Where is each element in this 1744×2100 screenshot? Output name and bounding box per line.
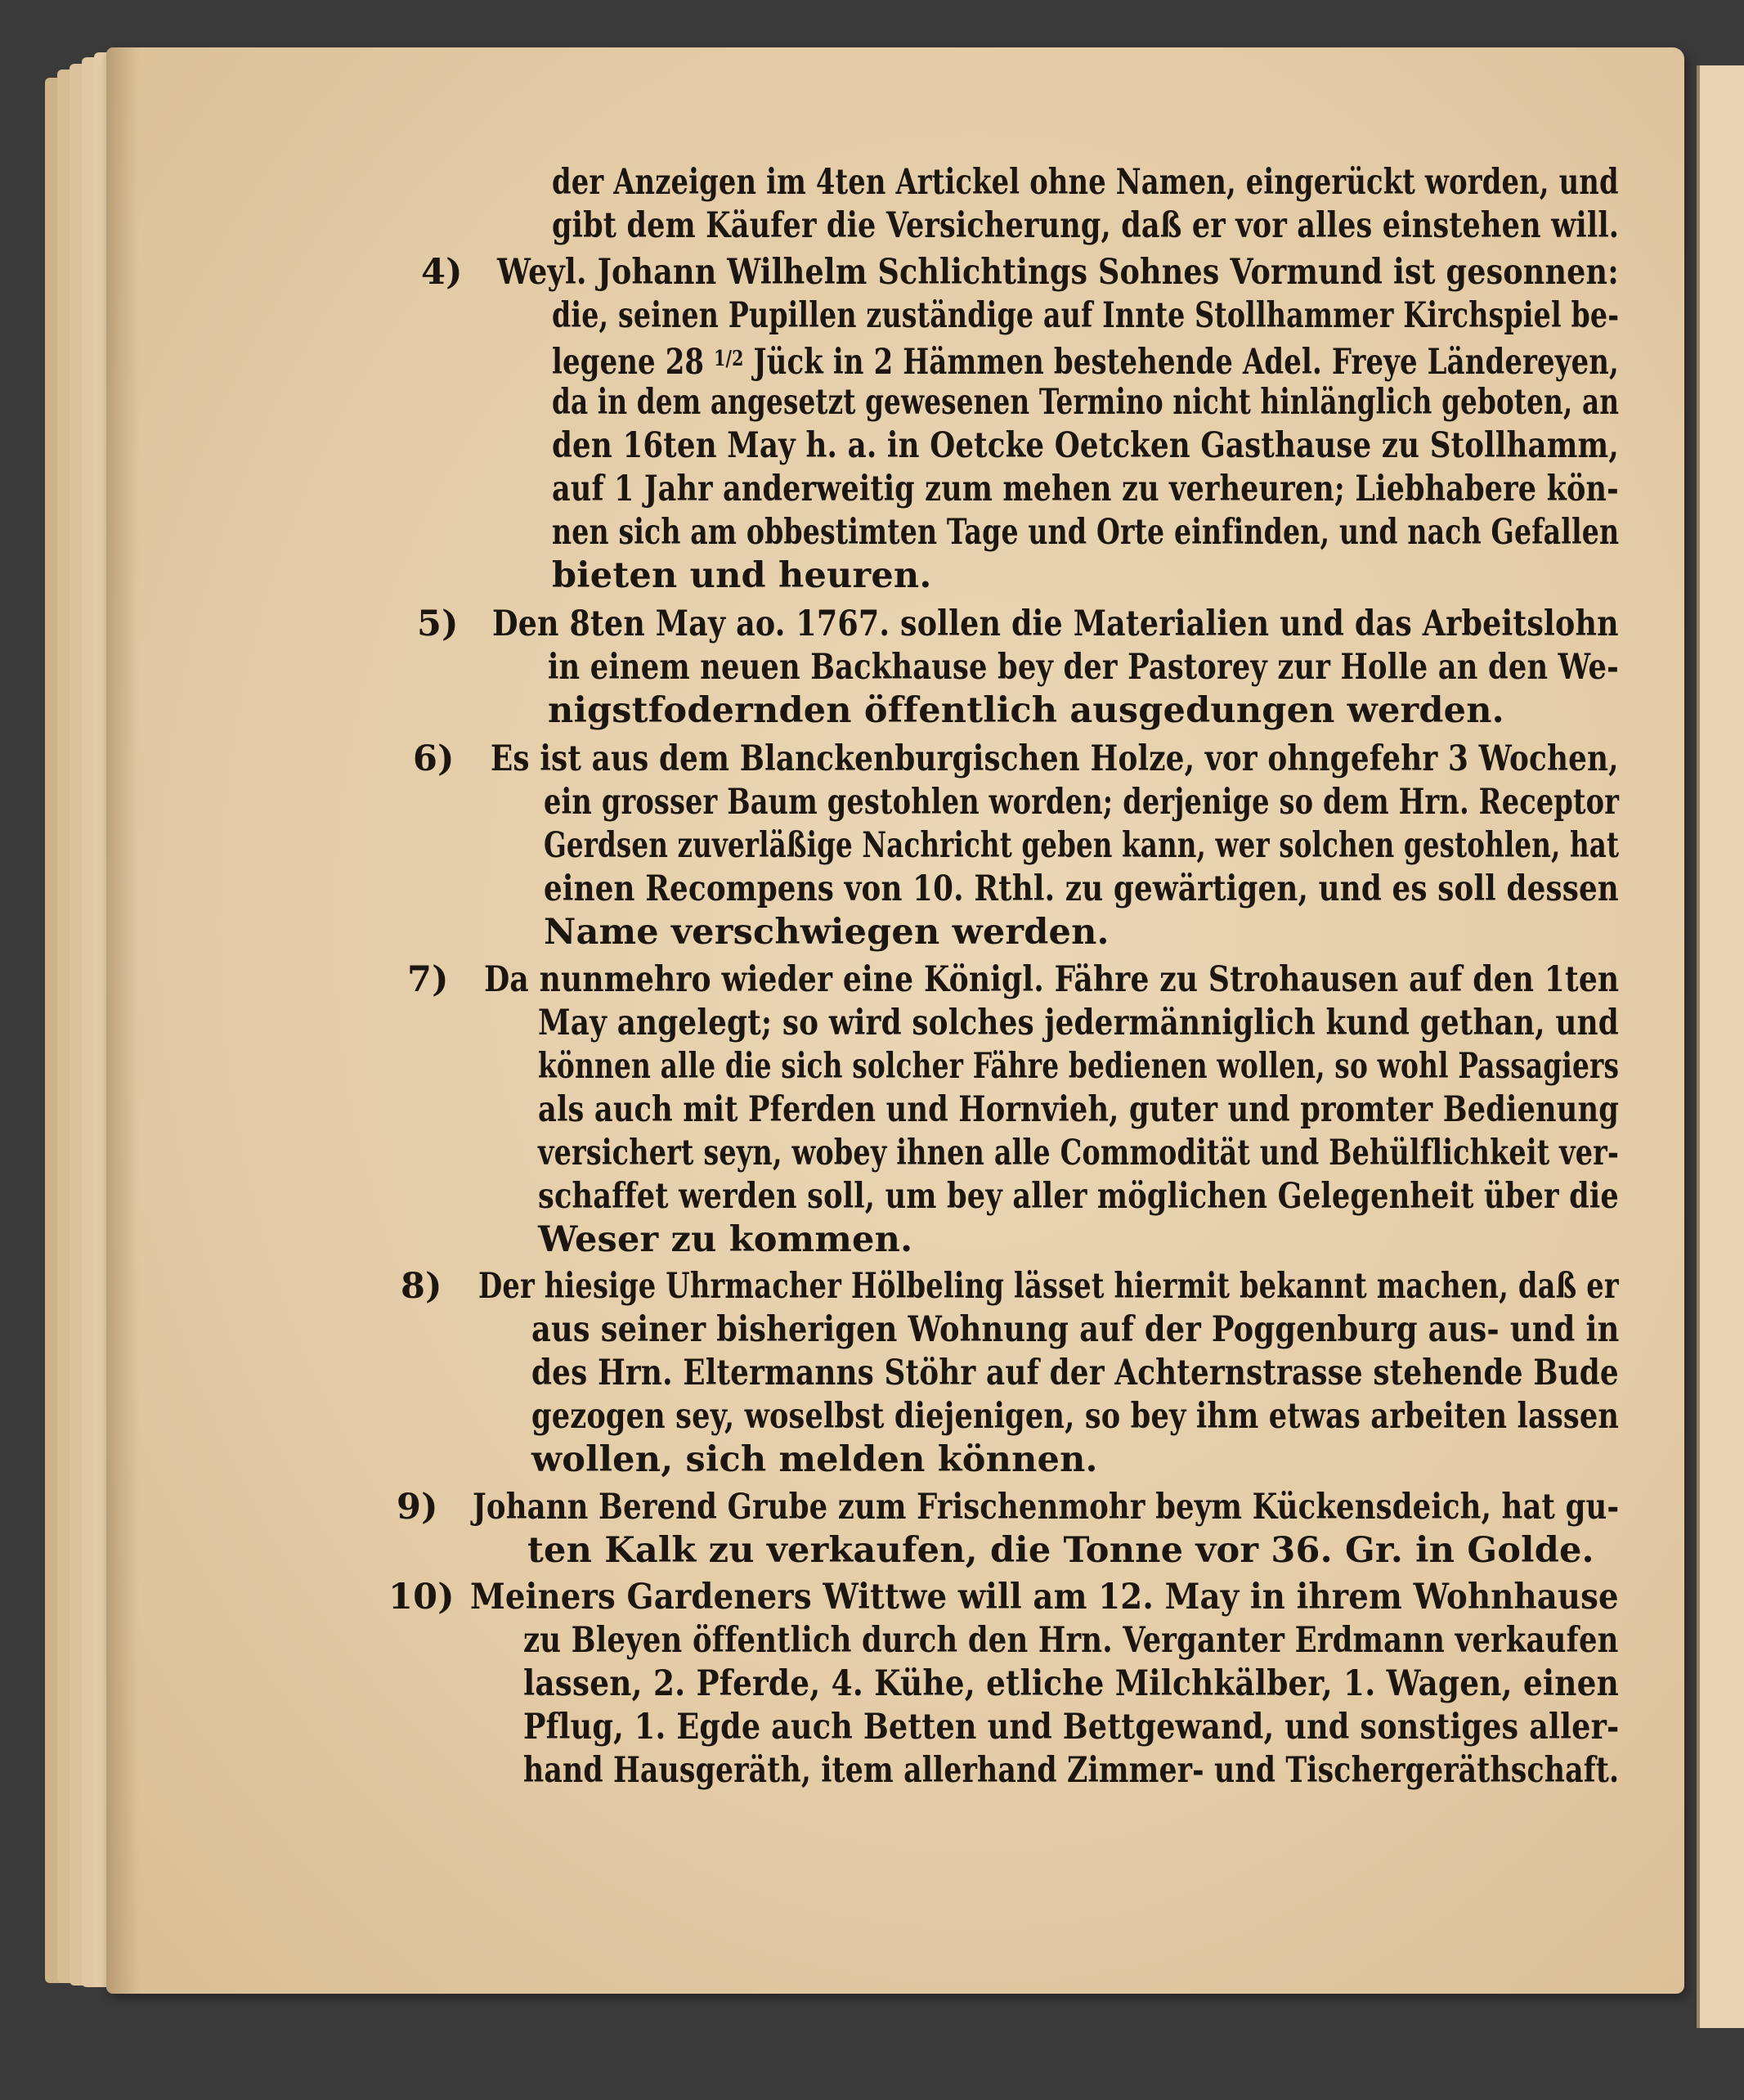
fraction: 1/2 (714, 347, 744, 371)
text-line: bieten und heuren. (552, 555, 932, 596)
text-line: aus seiner bisherigen Wohnung auf der Poggenburg aus- und in (531, 1309, 1620, 1350)
text-fragment: legene 28 (552, 342, 705, 383)
text-line: May angelegt; so wird solches jedermänniglich kund gethan, und (538, 1003, 1619, 1043)
text-line: lassen, 2. Pferde, 4. Kühe, etliche Milchkälber, 1. Wagen, einen (523, 1663, 1619, 1704)
text-line: ten Kalk zu verkaufen, die Tonne vor 36. Gr. in Golde. (527, 1530, 1594, 1571)
text-line: hand Hausgeräth, item allerhand Zimmer- und Tischergeräthschaft. (523, 1750, 1620, 1791)
text-line: gezogen sey, woselbst diejenigen, so bey ihm etwas arbeiten lassen (531, 1396, 1620, 1437)
text-line: ein grosser Baum gestohlen worden; derjenige so dem Hrn. Receptor (544, 782, 1620, 823)
text-line: da in dem angesetzt gewesenen Termino nicht hinlänglich geboten, an (552, 382, 1620, 423)
text-line: nen sich am obbestimten Tage und Orte einfinden, und nach Gefallen (552, 512, 1620, 553)
text-line: schaffet werden soll, um bey aller möglichen Gelegenheit über die (538, 1176, 1619, 1217)
item-number: 7) (407, 959, 449, 1000)
text-line: des Hrn. Eltermanns Stöhr auf der Achternstrasse stehende Bude (531, 1353, 1619, 1393)
text-line: Meiners Gardeners Wittwe will am 12. May in ihrem Wohnhause (470, 1577, 1619, 1618)
text-line: der Anzeigen im 4ten Artickel ohne Namen, eingerückt worden, und (552, 162, 1619, 203)
text-line: Weyl. Johann Wilhelm Schlichtings Sohnes Vormund ist gesonnen: (497, 252, 1619, 293)
text-line: zu Bleyen öffentlich durch den Hrn. Verganter Erdmann verkaufen (523, 1620, 1619, 1661)
text-line: versichert seyn, wobey ihnen alle Commodität und Behülflichkeit ver- (538, 1133, 1620, 1173)
text-line: gibt dem Käufer die Versicherung, daß er vor alles einstehen will. (552, 205, 1620, 246)
text-line (552, 339, 1619, 383)
text-line: nigstfodernden öffentlich ausgedungen werden. (548, 690, 1504, 731)
text-line: Johann Berend Grube zum Frischenmohr beym Kückensdeich, hat gu- (473, 1487, 1620, 1528)
text-line: Weser zu kommen. (538, 1219, 913, 1260)
text-line: auf 1 Jahr anderweitig zum mehen zu verheuren; Liebhabere kön- (552, 469, 1619, 509)
text-line: können alle die sich solcher Fähre bedienen wollen, so wohl Passagiers (538, 1046, 1620, 1087)
item-number: 4) (421, 252, 463, 293)
text-line: Da nunmehro wieder eine Königl. Fähre zu Strohausen auf den 1ten (484, 959, 1620, 1000)
item-number: 10) (388, 1577, 455, 1618)
text-fragment: Jück in 2 Hämmen bestehende Adel. Freye Ländereyen, (753, 342, 1620, 383)
text-line: Es ist aus dem Blanckenburgischen Holze, vor ohngefehr 3 Wochen, (491, 738, 1619, 779)
text-line: wollen, sich melden können. (531, 1439, 1098, 1480)
item-number: 6) (413, 738, 455, 779)
text-line: den 16ten May h. a. in Oetcke Oetcken Gasthause zu Stollhamm, (552, 425, 1619, 466)
item-number: 9) (397, 1487, 438, 1528)
item-number: 8) (401, 1266, 442, 1307)
document-page (106, 47, 1684, 1994)
text-line: Den 8ten May ao. 1767. sollen die Materialien und das Arbeitslohn (492, 604, 1619, 644)
item-number: 5) (417, 604, 459, 644)
text-line: Gerdsen zuverläßige Nachricht geben kann, wer solchen gestohlen, hat (544, 825, 1620, 866)
text-line: in einem neuen Backhause bey der Pastorey zur Holle an den We- (548, 647, 1619, 688)
text-line: als auch mit Pferden und Hornvieh, guter und promter Bedienung (538, 1089, 1620, 1130)
facing-page-edge (1697, 65, 1744, 2028)
text-line: einen Recompens von 10. Rthl. zu gewärtigen, und es soll dessen (544, 868, 1619, 909)
text-line: Pflug, 1. Egde auch Betten und Bettgewand, und sonstiges aller- (523, 1707, 1620, 1748)
text-line: die, seinen Pupillen zuständige auf Innte Stollhammer Kirchspiel be- (552, 295, 1620, 336)
text-line: Der hiesige Uhrmacher Hölbeling lässet hiermit bekannt machen, daß er (478, 1266, 1619, 1307)
text-line: Name verschwiegen werden. (544, 912, 1110, 953)
page-text (106, 47, 1684, 1994)
